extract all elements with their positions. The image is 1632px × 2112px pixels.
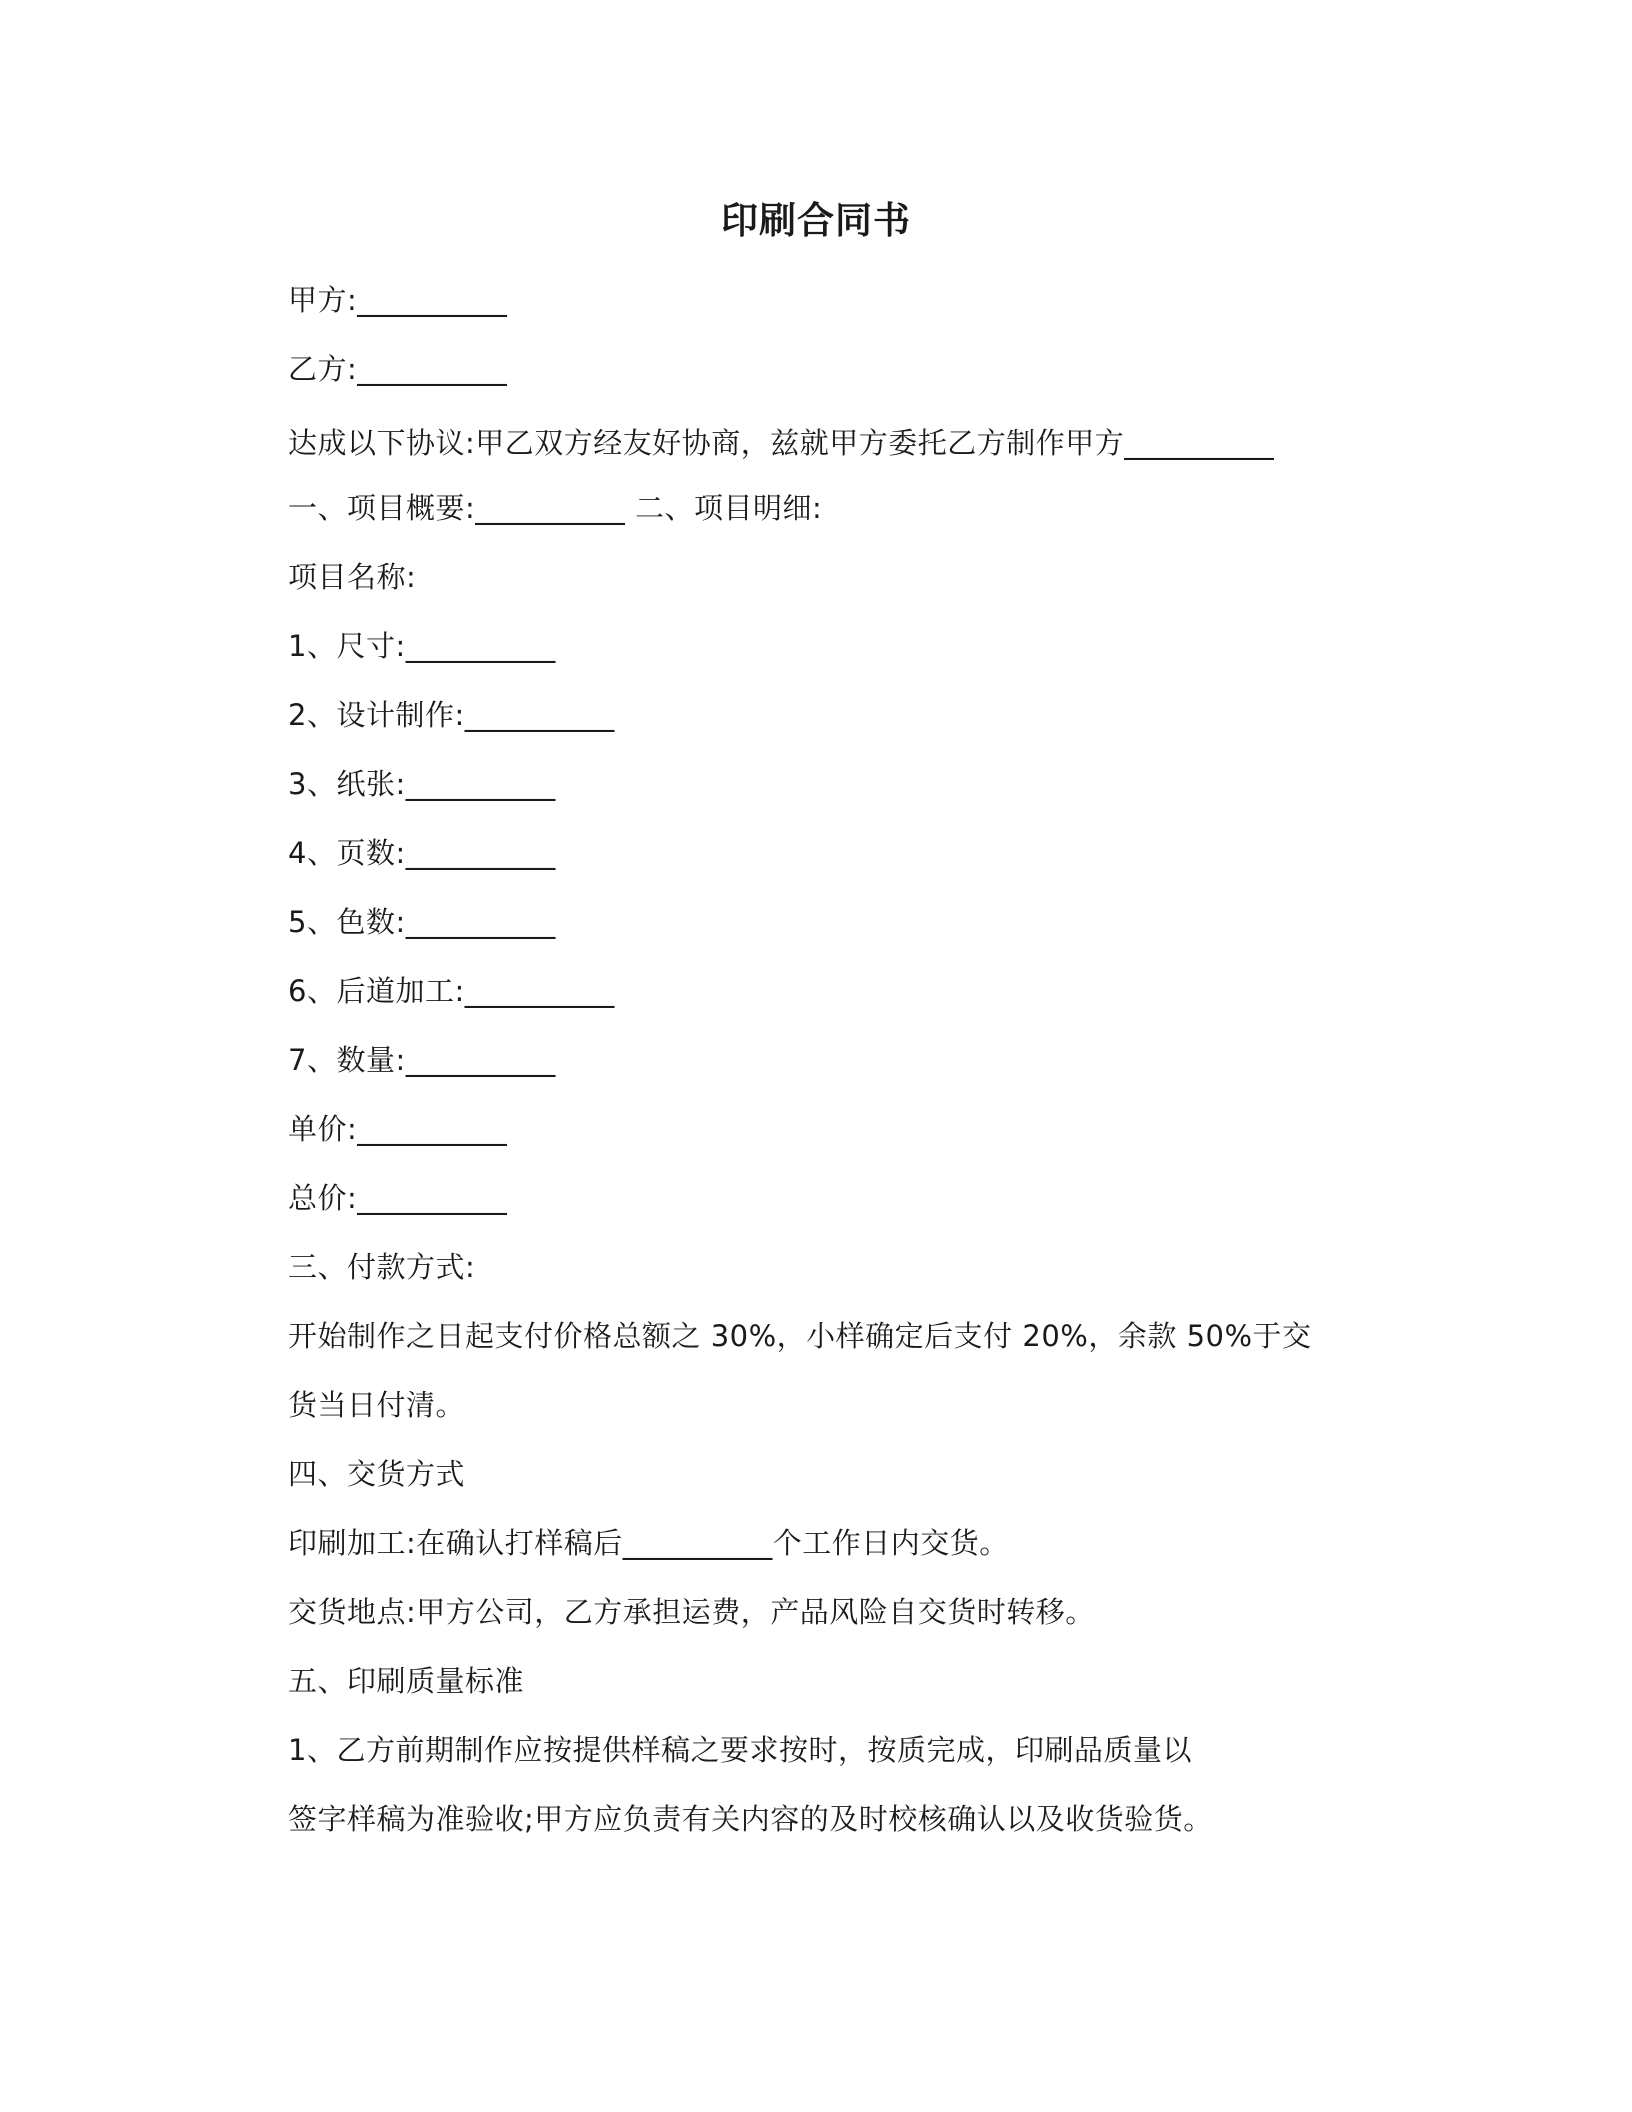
party-a-line: 甲方:__________ xyxy=(288,283,508,317)
delivery-heading: 四、交货方式 xyxy=(288,1457,466,1491)
payment-terms-line-1: 开始制作之日起支付价格总额之 30%，小样确定后支付 20%，余款 50%于交 xyxy=(288,1319,1312,1353)
delivery-location-line: 交货地点:甲方公司，乙方承担运费，产品风险自交货时转移。 xyxy=(288,1595,1095,1629)
total-price-line: 总价:__________ xyxy=(288,1181,508,1215)
payment-heading: 三、付款方式: xyxy=(288,1250,476,1284)
payment-terms-line-2: 货当日付清。 xyxy=(288,1388,466,1422)
document-title: 印刷合同书 xyxy=(721,199,911,242)
unit-price-line: 单价:__________ xyxy=(288,1112,508,1146)
item-colors-line: 5、色数:__________ xyxy=(288,905,556,939)
party-b-line: 乙方:__________ xyxy=(288,352,508,386)
item-quantity-line: 7、数量:__________ xyxy=(288,1043,556,1077)
item-finishing-line: 6、后道加工:__________ xyxy=(288,974,615,1008)
item-design-line: 2、设计制作:__________ xyxy=(288,698,615,732)
agreement-intro-line: 达成以下协议:甲乙双方经友好协商，兹就甲方委托乙方制作甲方__________ xyxy=(288,426,1275,460)
project-name-line: 项目名称: xyxy=(288,560,417,594)
item-size-line: 1、尺寸:__________ xyxy=(288,629,556,663)
quality-clause-line-1: 1、乙方前期制作应按提供样稿之要求按时，按质完成，印刷品质量以 xyxy=(288,1733,1192,1767)
item-pages-line: 4、页数:__________ xyxy=(288,836,556,870)
quality-clause-line-2: 签字样稿为准验收;甲方应负责有关内容的及时校核确认以及收货验货。 xyxy=(288,1802,1213,1836)
item-paper-line: 3、纸张:__________ xyxy=(288,767,556,801)
delivery-time-line: 印刷加工:在确认打样稿后__________个工作日内交货。 xyxy=(288,1526,1009,1560)
project-overview-line: 一、项目概要:__________ 二、项目明细: xyxy=(288,491,823,525)
quality-heading: 五、印刷质量标准 xyxy=(288,1664,525,1698)
